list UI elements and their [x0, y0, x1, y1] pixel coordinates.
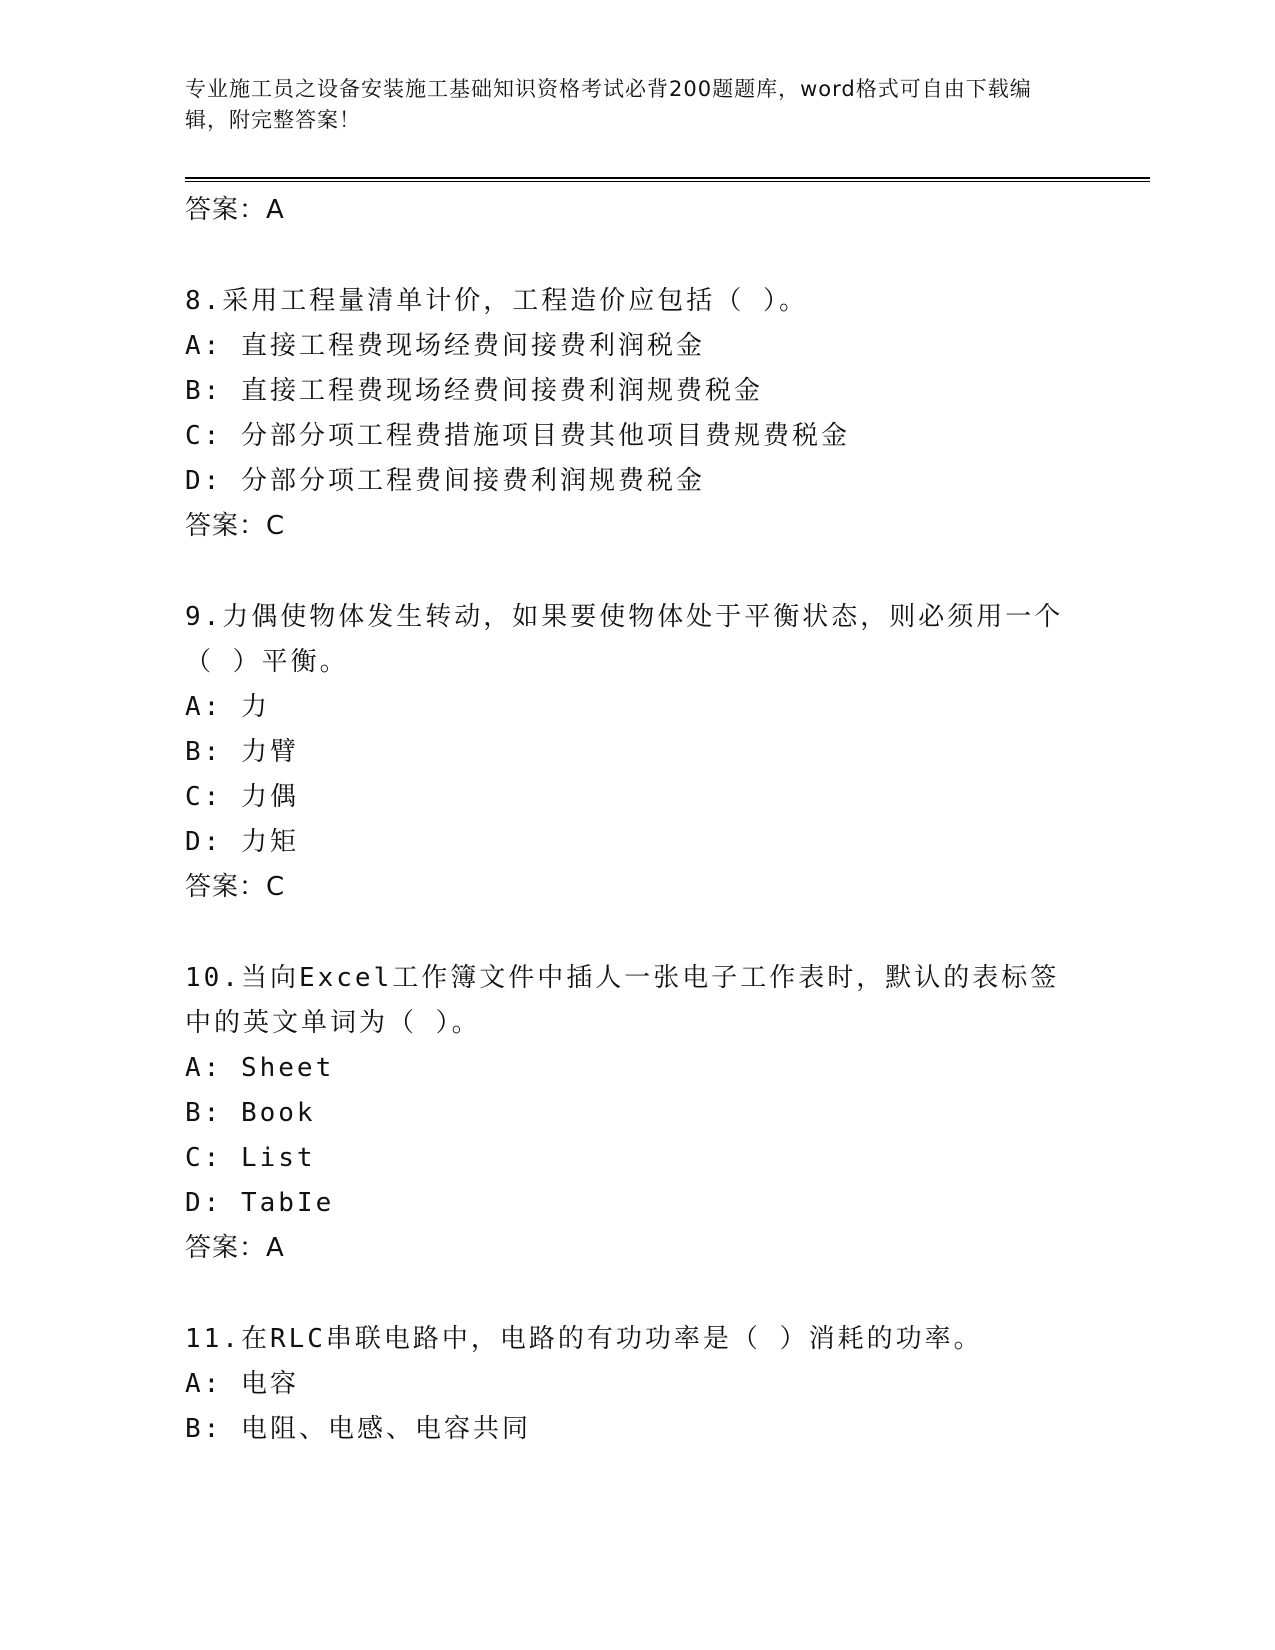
answer-label: 答案：: [185, 1233, 267, 1263]
question-8-option-a: A: 直接工程费现场经费间接费利润税金: [185, 331, 705, 361]
question-9: [185, 595, 1085, 909]
question-9-text: 9.力偶使物体发生转动，如果要使物体处于平衡状态，则必须用一个（ ）平衡。: [185, 602, 1064, 677]
question-8-option-c: C: 分部分项工程费措施项目费其他项目费规费税金: [185, 421, 850, 451]
question-8-text: 8.采用工程量清单计价，工程造价应包括（ ）。: [185, 286, 808, 316]
question-10-answer: [185, 1226, 1085, 1270]
question-9-option-a: A: 力: [185, 692, 270, 722]
question-8-option-b: B: 直接工程费现场经费间接费利润规费税金: [185, 376, 763, 406]
answer-label: 答案：: [185, 872, 267, 902]
question-9-option-c: C: 力偶: [185, 782, 299, 812]
answer-label: 答案：: [185, 511, 267, 541]
answer-value: A: [266, 1233, 285, 1263]
header-rule-thin: [185, 181, 1150, 182]
question-9-option-d: D: 力矩: [185, 827, 299, 857]
answer-value: C: [266, 872, 286, 902]
header-title: 专业施工员之设备安装施工基础知识资格考试必背200题题库，word格式可自由下载编辑，附完整答案！: [185, 77, 1032, 132]
question-9-option-b: B: 力臂: [185, 737, 299, 767]
answer-value: C: [266, 511, 286, 541]
question-10-option-d: D: TabIe: [185, 1188, 335, 1218]
answer-line-prev: [185, 188, 1085, 232]
question-10-option-a: A: Sheet: [185, 1053, 335, 1083]
question-11-text: 11.在RLC串联电路中，电路的有功功率是（ ）消耗的功率。: [185, 1324, 983, 1354]
document-header: [185, 74, 1065, 136]
answer-label: 答案：: [185, 195, 267, 225]
question-10: [185, 956, 1085, 1270]
question-11: [185, 1317, 1085, 1452]
question-list: [185, 188, 1085, 1452]
question-8-option-d: D: 分部分项工程费间接费利润规费税金: [185, 466, 705, 496]
header-rule-thick: [185, 177, 1150, 179]
question-9-answer: [185, 865, 1085, 909]
question-10-option-b: B: Book: [185, 1098, 316, 1128]
question-8: [185, 279, 1085, 548]
question-8-answer: [185, 504, 1085, 548]
question-11-option-a: A: 电容: [185, 1369, 299, 1399]
answer-value: A: [266, 195, 285, 225]
question-10-text: 10.当向Excel工作簿文件中插人一张电子工作表时，默认的表标签中的英文单词为（ ）。: [185, 963, 1060, 1038]
question-11-option-b: B: 电阻、电感、电容共同: [185, 1414, 531, 1444]
question-10-option-c: C: List: [185, 1143, 316, 1173]
